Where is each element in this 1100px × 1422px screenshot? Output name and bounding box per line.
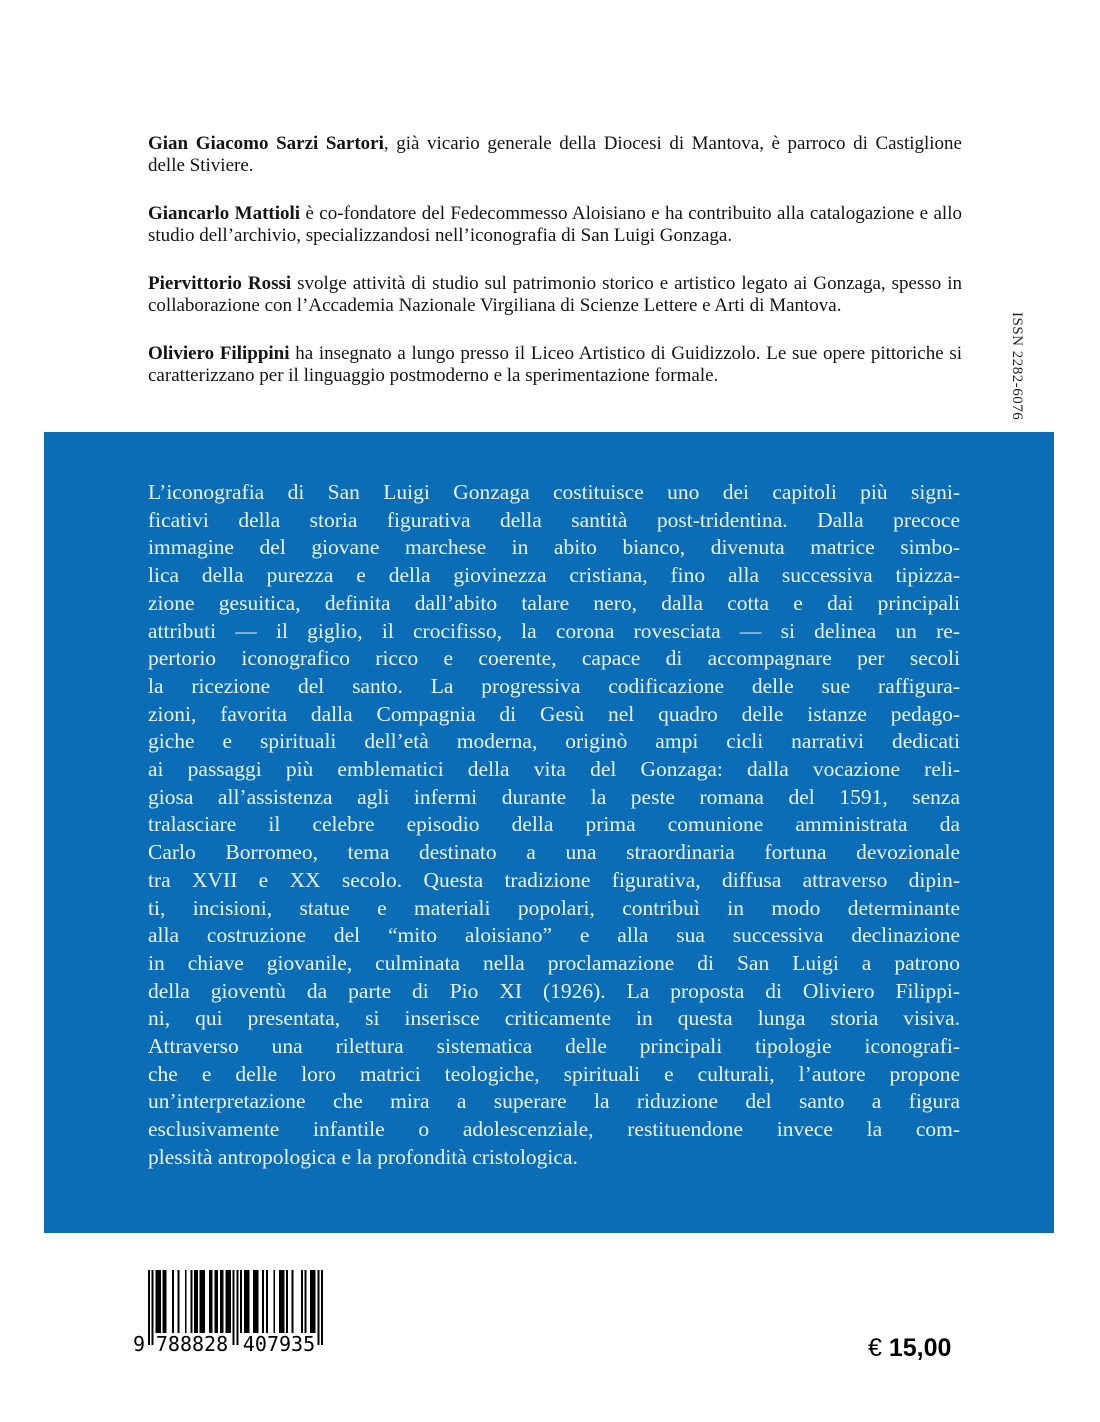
blurb-text: [44, 432, 1054, 1172]
barcode-digits-right: 407935: [242, 1332, 316, 1356]
blurb-line: tralasciare il celebre episodio della prima comunione amministrata da: [148, 812, 960, 837]
blurb-panel: [44, 432, 1054, 1233]
blurb-line: giosa all’assistenza agli infermi durante la peste romana del 1591, senza: [148, 784, 960, 809]
bio-paragraph: [148, 203, 962, 246]
blurb-line: della gioventù da parte di Pio XI (1926). La proposta di Oliviero Filippi-: [148, 978, 960, 1003]
blurb-line: zione gesuitica, definita dall’abito talare nero, dalla cotta e dai principali: [148, 590, 960, 615]
author-bios-section: [148, 133, 962, 413]
price-label: [868, 1334, 951, 1363]
blurb-line: pertorio iconografico ricco e coerente, capace di accompagnare per secoli: [148, 646, 960, 671]
bio-author-name: Piervittorio Rossi: [148, 273, 292, 294]
blurb-line: ni, qui presentata, si inserisce criticamente in questa lunga storia visiva.: [148, 1006, 960, 1031]
blurb-line: Carlo Borromeo, tema destinato a una straordinaria fortuna devozionale: [148, 840, 960, 865]
isbn-barcode: [125, 1270, 335, 1362]
blurb-line: zioni, favorita dalla Compagnia di Gesù nel quadro delle istanze pedago-: [148, 701, 960, 726]
blurb-line: ai passaggi più emblematici della vita del Gonzaga: dalla vocazione reli-: [148, 757, 960, 782]
blurb-line: alla costruzione del “mito aloisiano” e alla sua successiva declinazione: [148, 923, 960, 948]
blurb-line: lica della purezza e della giovinezza cristiana, fino alla successiva tipizza-: [148, 563, 960, 588]
bio-author-name: Giancarlo Mattioli: [148, 203, 301, 224]
blurb-line: la ricezione del santo. La progressiva codificazione delle sue raffigura-: [148, 673, 960, 698]
barcode-digit-prefix: 9: [132, 1332, 145, 1356]
blurb-line: L’iconografia di San Luigi Gonzaga costituisce uno dei capitoli più signi-: [148, 480, 960, 504]
blurb-line: tra XVII e XX secolo. Questa tradizione figurativa, diffusa attraverso dipin-: [148, 867, 960, 892]
bio-paragraph: [148, 133, 962, 176]
bio-author-name: Gian Giacomo Sarzi Sartori: [148, 133, 384, 154]
issn-label: ISSN 2282-6076: [1009, 312, 1025, 421]
blurb-line: un’interpretazione che mira a superare la riduzione del santo a figura: [148, 1089, 960, 1114]
price-amount: 15,00: [888, 1334, 952, 1362]
bio-paragraph: [148, 343, 962, 386]
blurb-line: plessità antropologica e la profondità cristologica.: [148, 1144, 578, 1169]
blurb-line: ti, incisioni, statue e materiali popolari, contribuì in modo determinante: [148, 895, 960, 920]
bio-text: è co-fondatore del Fedecommesso Aloisiano e ha contribuito alla catalogazione e allo studio dell’archivio, specializzandosi nell’iconografia di San Luigi Gonzaga.: [148, 203, 962, 246]
bio-paragraph: [148, 273, 962, 316]
bio-author-name: Oliviero Filippini: [148, 343, 290, 364]
barcode-digits-left: 788828: [155, 1332, 229, 1356]
bio-text: ha insegnato a lungo presso il Liceo Artistico di Guidizzolo. Le sue opere pittoriche si caratterizzano per il linguaggio postmoderno e la sperimentazione formale.: [148, 343, 962, 386]
blurb-line: immagine del giovane marchese in abito bianco, divenuta matrice simbo-: [148, 535, 960, 560]
bio-text: , già vicario generale della Diocesi di Mantova, è parroco di Castiglione delle Stiviere.: [148, 133, 962, 176]
blurb-line: Attraverso una rilettura sistematica delle principali tipologie iconografi-: [148, 1034, 960, 1059]
blurb-line: ficativi della storia figurativa della santità post-tridentina. Dalla precoce: [148, 507, 960, 532]
bio-text: svolge attività di studio sul patrimonio storico e artistico legato ai Gonzaga, spesso in collaborazione con l’Accademia Nazionale Virgiliana di Scienze Lettere e Arti di Mantova.: [148, 273, 962, 316]
blurb-line: esclusivamente infantile o adolescenziale, restituendone invece la com-: [148, 1117, 960, 1142]
blurb-line: in chiave giovanile, culminata nella proclamazione di San Luigi a patrono: [148, 950, 960, 975]
blurb-line: attributi — il giglio, il crocifisso, la corona rovesciata — si delinea un re-: [148, 618, 960, 643]
blurb-line: che e delle loro matrici teologiche, spirituali e culturali, l’autore propone: [148, 1061, 960, 1086]
price-currency: €: [868, 1334, 882, 1362]
blurb-line: giche e spirituali dell’età moderna, originò ampi cicli narrativi dedicati: [148, 729, 960, 754]
